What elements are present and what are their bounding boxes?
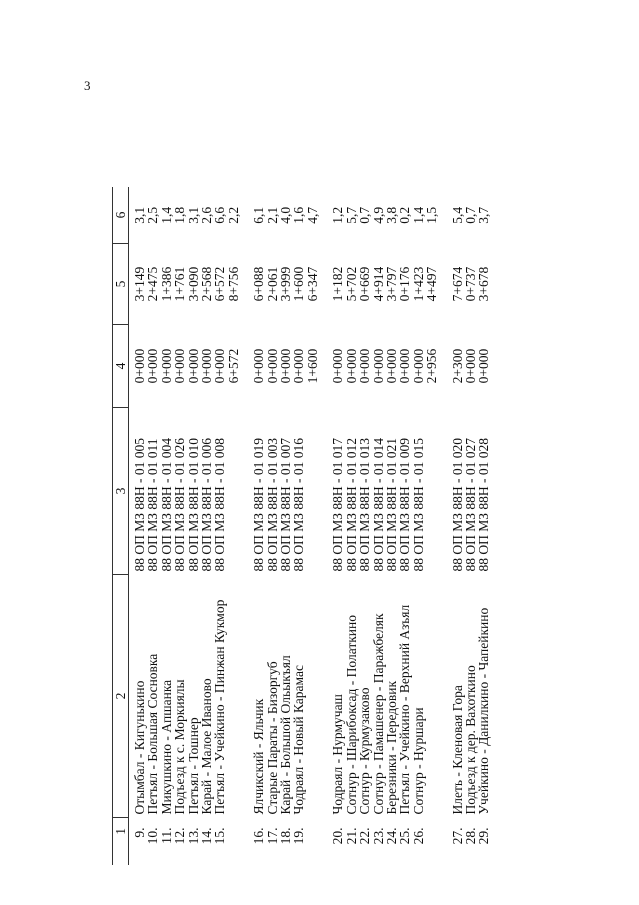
row-number-cell [306,818,319,866]
row-spacer [439,187,451,865]
road-name-cell: Петъял - Учейкино - Пинжан Кукмор [212,599,228,815]
end-km-cell: 2+568 [199,266,215,302]
road-name-cell [425,575,438,818]
spacer-cell [439,187,451,865]
length-km-cell: 4,0 [278,206,294,224]
road-code-cell: 88 ОП МЗ 88Н - 01 009 [397,437,413,572]
end-km-cell: 2+061 [264,266,280,302]
table-row [358,187,371,865]
table-row [398,187,411,865]
length-km-cell: 1,6 [291,206,307,224]
table-row [412,187,425,865]
end-km-cell: 4+497 [424,266,440,302]
end-km-cell: 3+149 [132,266,147,302]
road-name-cell: Сотнур - Курмузаково [357,687,373,815]
end-km-cell: 6+088 [251,266,267,302]
table-row [306,187,319,865]
start-km-cell: 0+000 [145,348,161,384]
end-km-cell: 6+572 [212,266,228,302]
end-km-cell: 0+176 [397,266,413,302]
start-km-cell: 0+000 [185,348,201,384]
road-code-cell: 88 ОП МЗ 88Н - 01 026 [172,437,188,572]
road-name-cell: Подъезд к дер. Вахоткино [462,665,478,815]
length-km-cell: 3,1 [132,206,147,224]
row-number-cell: 13. [185,827,201,845]
end-km-cell: 1+386 [158,266,174,302]
road-code-cell: 88 ОП МЗ 88Н - 01 003 [264,437,280,572]
start-km-cell: 0+000 [476,348,492,384]
row-number-cell: 10. [145,827,161,845]
length-km-cell: 0,7 [357,206,373,224]
row-number-cell: 15. [212,827,228,845]
table-row [160,187,173,865]
road-code-cell: 88 ОП МЗ 88Н - 01 010 [185,437,201,572]
row-number-cell: 9. [132,827,147,838]
table-row [129,187,147,865]
row-number-cell: 28. [462,827,478,845]
row-number-cell: 20. [330,827,346,845]
length-km-cell: 2,2 [225,206,241,224]
table-row [385,187,398,865]
table-row [266,187,279,865]
length-km-cell: 1,4 [158,206,174,224]
header-col-2: 2 [113,575,129,818]
end-km-cell: 8+756 [225,266,241,302]
table-row [477,187,490,865]
road-name-cell [227,575,240,818]
road-name-cell: Подъезд к с. Моркиялы [172,679,188,815]
header-col-5: 5 [113,244,129,325]
road-code-cell: 88 ОП МЗ 88Н - 01 007 [278,437,294,572]
table-row [173,187,186,865]
start-km-cell: 0+000 [264,348,280,384]
start-km-cell: 0+000 [330,348,346,384]
start-km-cell: 0+000 [357,348,373,384]
road-code-cell: 88 ОП МЗ 88Н - 01 019 [251,437,267,572]
row-number-cell: 27. [449,827,465,845]
length-km-cell: 1,4 [410,206,426,224]
road-code-cell: 88 ОП МЗ 88Н - 01 008 [212,437,228,572]
header-col-1: 1 [113,818,129,866]
table-row [187,187,200,865]
table-row [252,187,265,865]
start-km-cell: 0+000 [343,348,359,384]
road-code-cell: 88 ОП МЗ 88Н - 01 017 [330,437,346,572]
road-code-cell: 88 ОП МЗ 88Н - 01 006 [199,437,215,572]
end-km-cell: 3+090 [185,266,201,302]
road-name-cell: Петъял - Большая Сосновка [145,653,161,815]
header-col-6: 6 [113,187,129,244]
end-km-cell: 6+347 [304,266,320,302]
start-km-cell: 6+572 [225,348,241,384]
end-km-cell: 1+600 [291,266,307,302]
road-name-cell: Отымбал - Кигунькино [132,680,147,815]
row-number-cell: 26. [410,827,426,845]
length-km-cell: 3,8 [383,206,399,224]
road-name-cell: Илеть - Кленовая Гора [449,685,465,815]
length-km-cell: 2,5 [145,206,161,224]
row-number-cell: 12. [172,827,188,845]
table-row [279,187,292,865]
table-row [345,187,358,865]
start-km-cell: 0+000 [291,348,307,384]
road-name-cell: Ялчикский - Яльчик [251,698,267,815]
length-km-cell: 0,2 [397,206,413,224]
end-km-cell: 5+702 [343,266,359,302]
road-name-cell: Чодраял - Новый Карамас [291,665,307,815]
row-number-cell: 11. [158,827,174,844]
table-row [464,187,477,865]
row-number-cell: 17. [264,827,280,845]
row-number-cell [227,818,240,866]
row-number-cell: 23. [370,827,386,845]
length-km-cell: 1,8 [172,206,188,224]
table-row [331,187,344,865]
end-km-cell: 7+674 [449,266,465,302]
length-km-cell: 3,7 [476,206,492,224]
road-code-cell: 88 ОП МЗ 88Н - 01 027 [462,437,478,572]
row-number-cell: 25. [397,827,413,845]
row-number-cell: 18. [278,827,294,845]
road-name-cell: Старые Параты - Бизоргуб [264,661,280,815]
length-km-cell: 4,9 [370,206,386,224]
table-row [425,187,438,865]
road-name-cell: Сотнур - Шарибоксад - Полаткино [343,615,359,815]
length-km-cell: 3,1 [185,206,201,224]
start-km-cell: 0+000 [370,348,386,384]
end-km-cell: 0+669 [357,266,373,302]
start-km-cell: 0+000 [172,348,188,384]
length-km-cell: 4,7 [304,206,320,224]
length-km-cell: 6,1 [251,206,267,224]
table-row [292,187,305,865]
length-km-cell: 6,6 [212,206,228,224]
start-km-cell: 0+000 [212,348,228,384]
length-km-cell: 5,7 [343,206,359,224]
length-km-cell: 1,2 [330,206,346,224]
road-name-cell: Учейкино - Данилкино - Чапейкино [476,607,492,815]
header-col-4: 4 [113,325,129,408]
roads-table [112,187,491,865]
road-name-cell: Петъял - Учейкино - Верхний Азъял [397,604,413,815]
table-body [129,187,491,865]
road-code-cell: 88 ОП МЗ 88Н - 01 028 [476,437,492,572]
road-code-cell: 88 ОП МЗ 88Н - 01 004 [158,437,174,572]
road-code-cell: 88 ОП МЗ 88Н - 01 011 [145,438,161,572]
road-code-cell: 88 ОП МЗ 88Н - 01 020 [449,437,465,572]
end-km-cell: 0+737 [462,266,478,302]
end-km-cell: 4+914 [370,266,386,302]
road-name-cell: Карай - Большой Ольыкъял [278,655,294,815]
end-km-cell: 3+797 [383,266,399,302]
start-km-cell: 0+000 [278,348,294,384]
length-km-cell: 2,1 [264,206,280,224]
row-number-cell: 14. [199,827,215,845]
end-km-cell: 3+678 [476,266,492,302]
road-name-cell: Карай - Малое Иваново [199,678,215,815]
start-km-cell: 0+000 [462,348,478,384]
road-name-cell: Чодраял - Нурмучаш [330,694,346,815]
road-code-cell: 88 ОП МЗ 88Н - 01 016 [291,437,307,572]
start-km-cell: 0+000 [410,348,426,384]
start-km-cell: 1+600 [304,348,320,384]
road-name-cell [306,575,319,818]
road-code-cell: 88 ОП МЗ 88Н - 01 015 [410,437,426,572]
length-km-cell: 5,4 [449,206,465,224]
length-km-cell: 2,6 [199,206,215,224]
row-number-cell: 19. [291,827,307,845]
table-row [200,187,213,865]
start-km-cell: 0+000 [158,348,174,384]
road-code-cell: 88 ОП МЗ 88Н - 01 014 [370,437,386,572]
road-code-cell: 88 ОП МЗ 88Н - 01 013 [357,437,373,572]
page-number: 3 [84,78,91,93]
end-km-cell: 1+182 [330,266,346,302]
table-row [372,187,385,865]
road-code-cell: 88 ОП МЗ 88Н - 01 005 [132,437,147,572]
header-col-3: 3 [113,408,129,575]
road-code-cell [306,408,319,575]
start-km-cell: 0+000 [199,348,215,384]
road-code-cell: 88 ОП МЗ 88Н - 01 012 [343,437,359,572]
start-km-cell: 0+000 [383,348,399,384]
end-km-cell: 3+999 [278,266,294,302]
start-km-cell: 0+000 [397,348,413,384]
table-row [146,187,159,865]
header-row [113,187,129,865]
road-name-cell: Березники - Передовик [383,680,399,815]
road-code-cell [425,408,438,575]
road-code-cell [227,408,240,575]
row-number-cell: 24. [383,827,399,845]
road-name-cell: Сотнур - Нуршари [410,707,426,815]
start-km-cell: 0+000 [132,348,147,384]
start-km-cell: 2+300 [449,348,465,384]
length-km-cell: 0,7 [462,206,478,224]
road-name-cell: Петъял - Тошнер [185,717,201,815]
end-km-cell: 2+475 [145,266,161,302]
row-number-cell: 22. [357,827,373,845]
row-number-cell: 29. [476,827,492,845]
row-number-cell [425,818,438,866]
length-km-cell: 1,5 [424,206,440,224]
table-row [227,187,240,865]
end-km-cell: 1+423 [410,266,426,302]
row-number-cell: 21. [343,827,359,845]
start-km-cell: 0+000 [251,348,267,384]
start-km-cell: 2+956 [424,348,440,384]
road-name-cell: Сотнур - Памашенер - Паражбеляк [370,613,386,815]
end-km-cell: 1+761 [172,266,188,302]
road-code-cell: 88 ОП МЗ 88Н - 01 021 [383,437,399,572]
table-row [213,187,226,865]
row-number-cell: 16. [251,827,267,845]
table-row [451,187,464,865]
road-name-cell: Микушкино - Апшанка [158,679,174,815]
